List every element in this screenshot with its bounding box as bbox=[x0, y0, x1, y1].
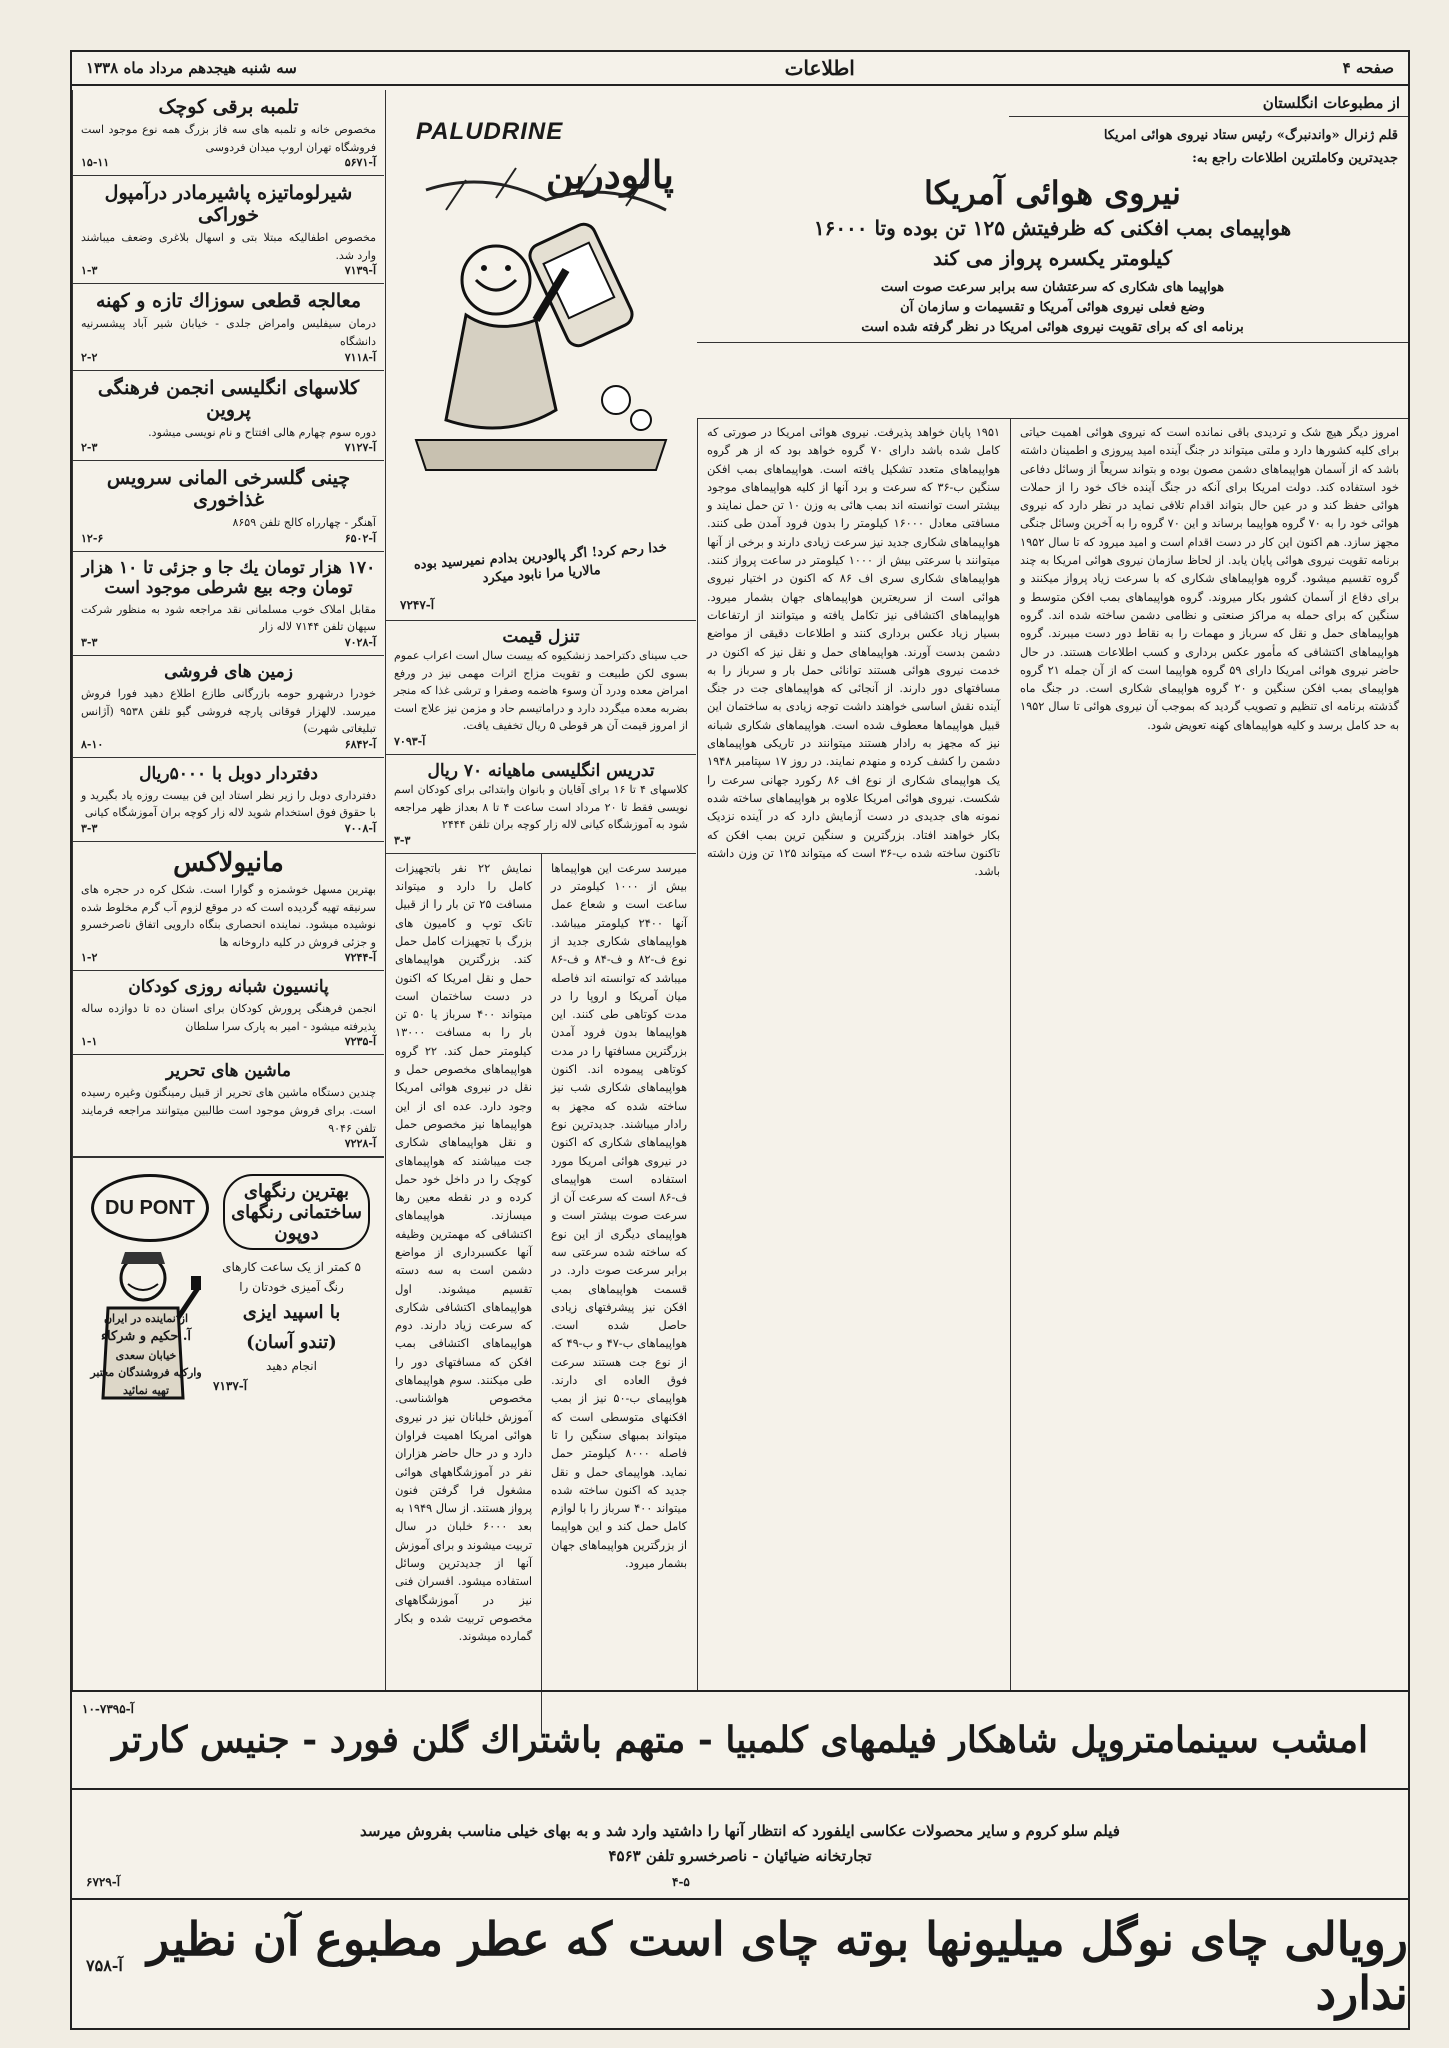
classified-ad-body: مقابل املاک خوب مسلمانی نقد مراجعه شود به منظور شرکت سپهان تلفن ۷۱۴۴ لاله زار bbox=[81, 602, 376, 634]
classified-ad bbox=[73, 758, 384, 842]
classified-ad-code2: ۱۵-۱۱ bbox=[81, 156, 110, 170]
classified-ad bbox=[73, 552, 384, 656]
classified-ad-body: مخصوص اطفالیکه مبتلا بتی و اسهال بلاغری وضعف میباشند وارد شد. bbox=[81, 231, 376, 262]
classified-ad-title: ماشین های تحریر bbox=[165, 1061, 292, 1082]
article-col-mid bbox=[697, 418, 1009, 1690]
classified-ad-code: آ-۷۱۳۹ bbox=[344, 264, 376, 278]
classified-ad-code2: ۳-۳ bbox=[81, 821, 98, 835]
dupont-code: آ-۷۱۳۷ bbox=[213, 1379, 248, 1394]
article-headline2a: هواپیمای بمب افکنی که ظرفیتش ۱۲۵ تن بوده وتا ۱۶۰۰۰ bbox=[813, 215, 1292, 240]
classified-ad-body: دفترداری دوبل را زیر نظر استاد این فن بیست روزه یاد بگیرید و با حقوق فوق استخدام شوید لاله زار کوچه بران آموزشگاه کیانی bbox=[81, 788, 376, 820]
classified-ad-body: بهترین مسهل خوشمزه و گوارا است. شکل کره در حجره های سرنیقه تهیه گردیده است که در موقع لزوم آب گرم مخلوط شده نوشیده میشود. نماینده انحصاری بنگاه دارویی اتفاق ناصرخسرو و جزئی فروش در کلیه داروخانه ها bbox=[81, 882, 376, 949]
classified-ad-codes bbox=[81, 156, 376, 169]
tanzil-title: تنزل قیمت bbox=[502, 627, 580, 647]
classified-ad-codes bbox=[81, 351, 376, 364]
ads-list bbox=[73, 90, 384, 1157]
dupont-text2: انجام دهید bbox=[266, 1359, 317, 1374]
classified-ad bbox=[73, 371, 384, 462]
dupont-rep4: وارکیه فروشندگان معتبر bbox=[90, 1366, 202, 1380]
classified-ad-code: آ-۶۵۰۲ bbox=[344, 531, 376, 545]
article-header bbox=[697, 90, 1408, 419]
classified-ad-codes bbox=[81, 738, 376, 751]
article-text-left2: نمایش ۲۲ نفر باتجهیزات کامل را دارد و میتواند مسافت ۲۵ تن بار را از قبیل تانک توپ و کامیون های بزرگ با تجهیزات کامل حمل کند. بزرگترین هواپیماهای حمل و نقل امریکا که اکنون در دست ساختمان است میتواند ۴۰۰ سرباز یا ۵۰ تن بار را به مسافت ۱۳۰۰۰ کیلومتر حمل کند. ۲۲ گروه هواپیماهای مخصوص حمل و نقل در نیروی هوائی امریکا وجود دارد. عده ای از این هواپیماها نیز مخصوص حمل و نقل هواپیماهای شکاری جت میباشند که هواپیماهای کوچک را در داخل خود حمل کرده و در نقطه معین رها میسازند. هواپیماهای اکتشافی که مهمترین وظیفه آنها عکسبرداری از مواضع دشمن است به سه دسته تقسیم میشوند. اول هواپیماهای اکتشافی شکاری که سرعت زیاد دارند. دوم هواپیماهای اکتشافی بمب افکن که مسافتهای دور را طی میکنند. سوم هواپیماهای مخصوص هواشناسی. آموزش خلبانان نیز در نیروی هوائی امریکا اهمیت فراوان دارد و در حال حاضر هزاران نفر در آموزشگاههای هوائی مشغول فرا گرفتن فنون پرواز هستند. از سال ۱۹۴۹ به بعد ۶۰۰۰ خلبان در سال تربیت میشوند و برای آموزش آنها از جدیدترین وسائل استفاده میشود. افسران فنی نیز در آموزشگاههای مخصوص تربیت شده و بکار گمارده میشوند. bbox=[395, 861, 533, 1644]
paludrine-ad bbox=[386, 90, 696, 621]
masthead-paper: اطلاعات bbox=[784, 56, 855, 80]
tea-ad-band bbox=[72, 1898, 1408, 2030]
article-text-mid: ۱۹۵۱ پایان خواهد پذیرفت. نیروی هوائی امریکا در صورتی که کامل شده باشد دارای ۷۰ گروه خواهد بود که از هر گروه هواپیماهای متعدد تشکیل یافته است. هواپیماهای بمب افکن سنگین ب-۳۶ که سرعت و برد آنها از کلیه هواپیماهای موجود بیشتر است توانسته اند بمب هائی به وزن ۱۰ تن حمل نمایند و مسافتی معادل ۱۶۰۰۰ کیلومتر را بدون فرود آمدن طی کنند. هواپیماهای شکاری جدید نیز سرعت زیادی دارند و برخی از آنها میتوانند با سرعتی بیش از ۱۰۰۰ کیلومتر در ساعت پرواز کنند. هواپیماهای شکاری سری اف ۸۶ که اکنون در اختیار نیروی هوائی است از سریعترین هواپیماهای جهان بشمار میرود. هواپیماهای اکتشافی نیز تکامل یافته و میتوانند از ارتفاعات بسیار زیاد عکس برداری کنند و اطلاعات دقیقی از مواضع دشمن بدست آورند. هواپیماهای حمل و نقل نیز که اکنون در خدمت نیروی هوائی هستند توانائی حمل بار و سرباز را به مسافتهای دور دارند. از آنجائی که هواپیماهای جت در جنگ آینده نقش اساسی خواهند داشت توجه زیادی به ساختمان این قبیل هواپیماها معطوف شده است. هواپیماهای شکاری شبانه نیز که مجهز به رادار هستند میتوانند در تاریکی هواپیماهای دشمن را کشف کرده و منهدم نمایند. در روز ۱۷ سپتامبر ۱۹۴۸ یک هواپیمای شکاری از نوع اف ۸۶ رکورد جهانی سرعت را شکست. نیروی هوائی امریکا علاوه بر هواپیماهای ساخته شده نمونه های جدیدی در دست آزمایش دارد که در آینده نزدیک بکار خواهند افتاد. بزرگترین و سنگین ترین بمب افکن که تاکنون ساخته شده ب-۳۶ است که میتواند ۱۲۵ تن وزن داشته باشد. bbox=[707, 426, 1001, 879]
article-byline2: جدیدترین وکاملترین اطلاعات راجع به: bbox=[1192, 150, 1398, 166]
ilford-ad-code: آ-۶۷۲۹ bbox=[86, 1874, 121, 1889]
classified-ad-code: آ-۷۱۲۷ bbox=[344, 441, 376, 455]
classified-ad-code: آ-۷۰۲۸ bbox=[344, 635, 376, 649]
classified-ad-codes bbox=[81, 636, 376, 649]
ilford-ad-line2: تجارتخانه ضیائیان - ناصرخسرو تلفن ۴۵۶۳ bbox=[608, 1847, 872, 1865]
classified-ad-body: دوره سوم چهارم هالی افتتاح و نام نویسی میشود. bbox=[148, 425, 376, 439]
article-headline: نیروی هوائی آمریکا bbox=[924, 173, 1181, 212]
ilford-ad-code2: ۴-۵ bbox=[672, 1874, 690, 1889]
classified-ads-column bbox=[72, 90, 384, 1690]
classified-ad bbox=[73, 656, 384, 758]
tadris-body: کلاسهای ۴ تا ۱۶ برای آقایان و بانوان وابتدائی برای کودکان اسم نویسی فقط تا ۲۰ مرداد است ساعت ۴ تا ۸ بعداز ظهر مراجعه شود به آموزشگاه کیانی لاله زار کوچه بران تلفن ۲۴۴۴ bbox=[394, 782, 689, 832]
classified-ad-body: خودرا درشهرو حومه بازرگانی طازع اطلاع دهید فورا فروش میرسد. لالهزار فوقانی پارچه فروشی گیو تلفن ۹۵۳۸ (آژانس تبلیغاتی شهرت) bbox=[81, 686, 376, 736]
section-head-wrap bbox=[1009, 90, 1408, 117]
classified-ad-title: دفتردار دوبل با ۵۰۰۰ریال bbox=[139, 763, 318, 784]
classified-ad-title: زمین های فروشی bbox=[164, 661, 293, 682]
classified-ad-codes bbox=[81, 264, 376, 277]
classified-ad-code: آ-۷۰۰۸ bbox=[344, 821, 376, 835]
classified-ad-codes bbox=[81, 441, 376, 454]
cinema-ad-text: امشب سینمامتروپل شاهکار فیلمهای کلمبیا - متهم باشتراك گلن فورد - جنیس کارتر bbox=[111, 1719, 1369, 1761]
classified-ad-title: کلاسهای انگلیسی انجمن فرهنگی پروین bbox=[97, 376, 360, 421]
masthead-page: صفحه ۴ bbox=[1342, 59, 1394, 77]
classified-ad-codes bbox=[81, 1137, 376, 1150]
paludrine-code: آ-۷۲۴۷ bbox=[400, 598, 435, 612]
classified-ad-body: آهنگر - چهارراه کالج تلفن ۸۶۵۹ bbox=[232, 516, 376, 530]
classified-ad-code: آ-۷۱۱۸ bbox=[344, 350, 376, 364]
classified-ad-codes bbox=[81, 532, 376, 545]
dupont-ad bbox=[73, 1157, 384, 1420]
classified-ad bbox=[73, 284, 384, 370]
classified-ad bbox=[73, 971, 384, 1055]
classified-ad bbox=[73, 176, 384, 284]
classified-ad-code2: ۲-۲ bbox=[81, 350, 98, 364]
dupont-rep5: تهیه نمائید bbox=[122, 1383, 170, 1397]
paludrine-brand-en: PALUDRINE bbox=[416, 118, 564, 145]
article-cont-wrap bbox=[386, 854, 696, 1734]
classified-ad-body: درمان سیفلیس وامراض جلدی - خیابان شیر آباد پیشسرنیه دانشگاه bbox=[81, 317, 376, 348]
article-deck bbox=[697, 274, 1408, 343]
article-byline1: قلم ژنرال «واندنبرگ» رئیس ستاد نیروی هوائی امریکا bbox=[1103, 128, 1398, 143]
tea-ad-code: آ-۷۵۸ bbox=[86, 1956, 123, 1975]
dupont-text bbox=[213, 1258, 370, 1397]
classified-ad-code2: ۱-۱ bbox=[81, 1035, 98, 1049]
classified-ad-body: مخصوص خانه و تلمبه های سه فاز بزرگ همه نوع موجود است فروشگاه تهران اروپ میدان فردوسی bbox=[81, 123, 376, 154]
classified-ad-title: پانسیون شبانه روزی کودکان bbox=[128, 977, 329, 998]
paludrine-slogan: خدا رحم کرد! اگر پالودرین بدادم نمیرسید بوده مالاریا مرا نابود میکرد bbox=[413, 539, 668, 586]
classified-ad-title: شیرلوماتیزه پاشیرمادر درآمپول خوراکی bbox=[104, 182, 353, 227]
classified-ad-code: آ-۵۶۷۱ bbox=[344, 156, 376, 170]
classified-ad-title: ۱۷۰ هزار تومان یك جا و جزئی تا ۱۰ هزار تومان وجه بیع شرطی موجود است bbox=[81, 557, 376, 598]
classified-ad-body: انجمن فرهنگی پرورش کودکان برای اسنان ده تا دوازده ساله پذیرفته میشود - امیر به پارک سرا سلطان bbox=[81, 1002, 376, 1033]
tadris-title: تدریس انگلیسی ماهیانه ۷۰ ریال bbox=[427, 760, 655, 781]
classified-ad-codes bbox=[81, 822, 376, 835]
tea-ad-text: رویالی چای نوگل میلیونها بوته چای است که عطر مطبوع آن نظیر ندارد bbox=[147, 1912, 1408, 2020]
tanzil-body: حب سینای دکتراحمد زنشکیوه که بیست سال است اعراب عموم بسوی لکن طبیعت و تقویت مزاج اثرات مهمی نیز در ورفع امراض معده ودرد آن وسوء هاضمه وصفرا و ترشی غذا که منجر بضربه معده میگردد دارد و دراماتیسم حاد و مزمن نیز علاج است از امروز قیمت آن هر قوطی ۵ ریال تخفیف یافت. bbox=[394, 649, 688, 733]
classified-ad-title: چینی گلسرخی المانی سرویس غذاخوری bbox=[106, 467, 351, 512]
tadris-ad bbox=[386, 755, 696, 854]
classified-ad-codes bbox=[81, 951, 376, 964]
classified-ad-title: معالجه قطعی سوزاك تازه و كهنه bbox=[95, 290, 362, 313]
dupont-logo: DU PONT bbox=[91, 1174, 209, 1242]
deck-line3: برنامه ای که برای تقویت نیروی هوائی امریکا در نظر گرفته شده است bbox=[861, 319, 1244, 335]
classified-ad-code: آ-۷۲۳۵ bbox=[344, 1035, 376, 1049]
classified-ad-code2: ۲-۳ bbox=[81, 441, 98, 455]
classified-ad bbox=[73, 461, 384, 552]
paludrine-brand-fa: پالودرین bbox=[545, 152, 674, 197]
article-headline2b: کیلومتر یکسره پرواز می کند bbox=[932, 245, 1173, 270]
classified-ad-code2: ۳-۳ bbox=[81, 635, 98, 649]
dupont-big: با اسپید ایزی bbox=[242, 1301, 341, 1323]
dupont-representative bbox=[81, 1310, 211, 1398]
article-col-right bbox=[1010, 418, 1408, 1690]
classified-ad-code2: ۱-۳ bbox=[81, 264, 98, 278]
classified-ad-code: آ-۷۲۲۸ bbox=[344, 1137, 376, 1151]
cinema-ad-band bbox=[72, 1690, 1408, 1788]
classified-ad-title: تلمبه برقی کوچک bbox=[158, 96, 299, 118]
article-text-left1: میرسد سرعت این هواپیماها بیش از ۱۰۰۰ کیلومتر در ساعت است و شعاع عمل آنها ۲۴۰۰ کیلومتر میباشد. هواپیماهای شکاری جدید از نوع ف-۸۲ و ف-۸۴ و ف-۸۶ میباشد که توانسته اند فاصله میان آمریکا و اروپا را در مدت کوتاهی طی کنند. این هواپیماها بدون فرود آمدن بزرگترین مسافتها را در مدت کوتاهی پیموده اند. اکنون هواپیماهای شکاری شب نیز ساخته شده که مجهز به رادار میباشند. جدیدترین نوع هواپیماهای شکاری که اکنون در نیروی هوائی امریکا مورد استفاده است هواپیمای ف-۸۶ است که سرعت آن از سرعت صوت بیشتر است و هواپیمای دیگری از این نوع که ساخته شده سرعتی سه برابر سرعت صوت دارد. در قسمت هواپیماهای بمب افکن نیز پیشرفتهای زیادی حاصل شده است. هواپیماهای ب-۴۷ و ب-۴۹ که از نوع جت هستند سرعت فوق العاده ای دارند. هواپیمای ب-۵۰ نیز از بمب افکنهای متوسطی است که میتواند بمبهای سنگین را تا فاصله ۸۰۰۰ کیلومتر حمل نماید. هواپیمای حمل و نقل جدید که اکنون ساخته شده میتواند ۴۰۰ سرباز را با لوازم کامل حمل کند و این هواپیما از بزرگترین هواپیماهای جهان بشمار میرود. bbox=[541, 854, 696, 1734]
tadris-code: ۳-۳ bbox=[394, 833, 411, 847]
masthead-date: سه شنبه هیجدهم مرداد ماه ۱۳۳۸ bbox=[86, 59, 297, 77]
ilford-ad-band bbox=[72, 1788, 1408, 1898]
tanzil-code: آ-۷۰۹۳ bbox=[394, 734, 426, 748]
dupont-rep2: آ. حکیم و شرکاء bbox=[100, 1329, 192, 1345]
newspaper-page bbox=[70, 50, 1410, 2030]
tanzil-ad bbox=[386, 621, 696, 755]
paludrine-illustration bbox=[406, 150, 676, 490]
dupont-slogan: بهترین رنگهای ساختمانی رنگهای دوپون bbox=[223, 1174, 370, 1250]
classified-ad-code2: ۱۲-۶ bbox=[81, 531, 104, 545]
dupont-rep3: خیابان سعدی bbox=[115, 1349, 177, 1363]
masthead bbox=[72, 52, 1408, 86]
middle-column-block bbox=[385, 90, 696, 1690]
deck-line1: هواپیما های شکاری که سرعتشان سه برابر سرعت صوت است bbox=[880, 279, 1225, 295]
dupont-text1: ۵ کمتر از یک ساعت کارهای رنگ آمیزی خودتان را bbox=[222, 1260, 361, 1295]
dupont-paren: (تندو آسان) bbox=[246, 1331, 337, 1353]
cinema-ad-code: آ-۷۳۹۵-۱۰ bbox=[82, 1702, 134, 1716]
ilford-ad-line1: فیلم سلو کروم و سایر محصولات عکاسی ایلفورد که انتظار آنها را داشتید وارد شد و به بهای خیلی مناسب بفروش میرسد bbox=[360, 1821, 1120, 1840]
classified-ad bbox=[73, 842, 384, 971]
classified-ad-body: چندین دستگاه ماشین های تحریر از قبیل رمینگتون وغیره رسیده است. برای فروش موجود است طالبین میتوانند مراجعه فرمایند تلفن ۹۰۴۶ bbox=[81, 1086, 376, 1135]
classified-ad-codes bbox=[81, 1035, 376, 1048]
classified-ad bbox=[73, 90, 384, 176]
classified-ad-code: آ-۷۲۴۴ bbox=[344, 951, 376, 965]
dupont-rep1: از نماینده در ایران bbox=[103, 1312, 189, 1326]
classified-ad-code2: ۱-۲ bbox=[81, 951, 98, 965]
classified-ad-code: آ-۶۸۴۲ bbox=[344, 737, 376, 751]
classified-ad-title: مانیولاکس bbox=[173, 847, 284, 878]
article-text-right: امروز دیگر هیچ شک و تردیدی باقی نمانده است که نیروی هوائی اهمیت حیاتی برای کلیه کشورها دارد و ملتی میتواند در جنگ آینده امید پیروزی و اطمینان داشته باشد که از آسمان هواپیماهای دشمن مصون بوده و بتواند سریعاً از وسائل دفاعی خود استفاده کند. دولت امریکا برای آنکه در جنگ آینده خاک خود را از حملات هوائی حفظ کند و در عین حال بتواند اقدام تلافی نماید در نظر دارد که نیروی هوائی خود را به ۷۰ گروه هواپیما برساند و این ۷۰ گروه را به آخرین وسائل جنگی مجهز سازد. هم اکنون این کار در دست اقدام است و امید میرود که تا سال ۱۹۵۲ برنامه تقویت نیروی هوائی پایان یابد. از لحاظ سازمان نیروی هوائی امریکا به چند گروه تقسیم میشود. گروه هواپیماهای شکاری که با سرعت زیاد پرواز میکنند و برای دفاع از آسمان کشور بکار میروند. گروه هواپیماهای بمب افکن متوسط و سنگین که برای حمله به مراکز صنعتی و نظامی دشمن ساخته شده اند. گروه هواپیماهای حمل و نقل که سرباز و مهمات را به نقاط دور دست میبرند. گروه هواپیماهای اکتشافی که مأمور عکس برداری و کسب اطلاعات هستند. در حال حاضر نیروی هوائی امریکا دارای ۵۹ گروه هواپیما است که از آن جمله ۲۱ گروه هواپیمای بمب افکن سنگین و ۲۰ گروه هواپیمای شکاری است. در جنگ ماه گذشته برنامه ای تنظیم و تصویب گردید که بموجب آن نیروی هوائی تا سال ۱۹۵۲ به حد کامل برسد و کلیه هواپیماهای کهنه تعویض شود. bbox=[1020, 426, 1400, 732]
deck-line2: وضع فعلی نیروی هوائی آمریکا و تقسیمات و سازمان آن bbox=[900, 299, 1205, 315]
classified-ad-code2: ۸-۱۰ bbox=[81, 737, 104, 751]
section-head: از مطبوعات انگلستان bbox=[1262, 94, 1400, 112]
classified-ad bbox=[73, 1055, 384, 1157]
